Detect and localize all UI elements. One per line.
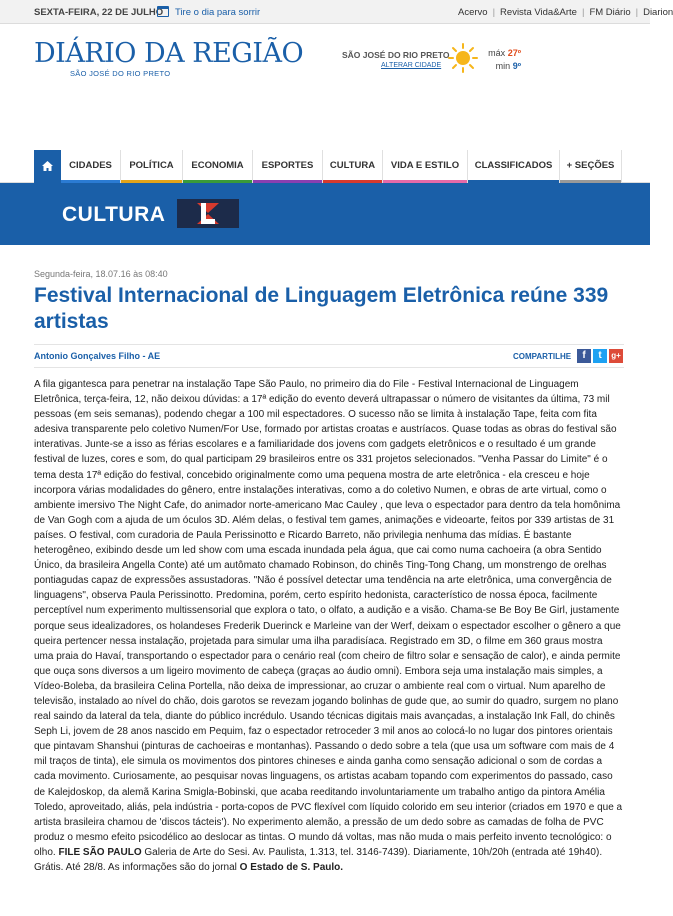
byline-row xyxy=(34,344,624,368)
nav-item-cultura[interactable]: CULTURA xyxy=(323,150,383,183)
home-icon xyxy=(42,161,53,171)
main-nav xyxy=(0,150,650,183)
nav-item-economia[interactable]: ECONOMIA xyxy=(183,150,253,183)
home-button[interactable] xyxy=(34,150,61,183)
change-city-link[interactable]: ALTERAR CIDADE xyxy=(381,62,442,69)
min-temp: min 9º xyxy=(495,61,521,71)
share-label: COMPARTILHE xyxy=(513,352,572,361)
top-link-fm[interactable]: FM Diário xyxy=(589,7,631,18)
nav-item-mais-secoes[interactable]: + SEÇÕES xyxy=(560,150,622,183)
section-title: CULTURA xyxy=(62,203,166,226)
temperature-readout xyxy=(487,47,521,73)
article-body-event-name: FILE SÃO PAULO xyxy=(58,846,142,858)
top-bar xyxy=(0,0,673,24)
sun-icon xyxy=(448,43,478,73)
facebook-share-button[interactable]: f xyxy=(577,349,591,363)
article-body-event-info: Galeria de Arte do Sesi. Av. Paulista, 1.313, tel. 3146-7439). Diariamente, 10h/20h (entrada até 19h40). Grátis. Até 28/8. As informações são do jornal xyxy=(34,846,603,873)
nav-item-classificados[interactable]: CLASSIFICADOS xyxy=(468,150,560,183)
nav-item-vida-e-estilo[interactable]: VIDA E ESTILO xyxy=(383,150,468,183)
twitter-share-button[interactable]: t xyxy=(593,349,607,363)
nav-item-politica[interactable]: POLÍTICA xyxy=(121,150,183,183)
top-link-diarion[interactable]: Diarion xyxy=(643,7,673,18)
nav-item-cidades[interactable]: CIDADES xyxy=(61,150,121,183)
top-links: Acervo | Revista Vida&Arte | FM Diário | Diarion xyxy=(458,7,673,18)
googleplus-share-button[interactable]: g+ xyxy=(609,349,623,363)
promo-link[interactable]: Tire o dia para sorrir xyxy=(175,7,261,18)
top-link-revista[interactable]: Revista Vida&Arte xyxy=(500,7,577,18)
calendar-icon[interactable] xyxy=(157,6,169,17)
current-date: SEXTA-FEIRA, 22 DE JULHO xyxy=(34,7,164,18)
article-author[interactable]: Antonio Gonçalves Filho - AE xyxy=(34,351,161,361)
top-link-acervo[interactable]: Acervo xyxy=(458,7,488,18)
nav-item-esportes[interactable]: ESPORTES xyxy=(253,150,323,183)
article-date: Segunda-feira, 18.07.16 às 08:40 xyxy=(34,269,168,279)
site-logo-subtitle: SÃO JOSÉ DO RIO PRETO xyxy=(70,69,171,78)
article-headline: Festival Internacional de Linguagem Eletrônica reúne 339 artistas xyxy=(34,284,609,333)
max-temp: máx 27º xyxy=(488,48,521,58)
article-body-source: O Estado de S. Paulo. xyxy=(239,862,344,873)
site-logo[interactable]: DIÁRIO DA REGIÃO xyxy=(34,38,304,69)
article-body-main: A fila gigantesca para penetrar na instalação Tape São Paulo, no primeiro dia do File - Festival Internacional de Linguagem Eletrônica, terça-feira, 12, não deixou dúvidas: a 17ª edição do evento deverá ultrapassar o número de visitantes da última, 73 mil pessoas (em seis semanas), podendo chegar a 100 mil espectadores. O sucesso não se limita à instalação Tape, feita com fita adesiva transparente pelo coletivo Numen/For Use, formado por artistas croatas e austríacos. Quase todas as obras do festival são interativas. Junte-se a isso as férias escolares e a familiaridade dos jovens com gadgets eletrônicos e o resultado é um grande festival de luzes, cores e som, do qual participam 29 brasileiros entre os 331 projetos selecionados. "Venha Passar do Limite" é o tema desta 17ª edição do festival, concebido originalmente como uma pequena mostra de arte eletrônica - ela cresceu e hoje incorpora várias modalidades do gênero, entre instalações interativas, como a do coletivo Numen, e obras de arte virtual, como o ambiente imersivo The Night Cafe, do animador norte-americano Mac Cauley , que leva o espectador para dentro da tela homônima de Van Gogh com a ajuda de um óculos 3D. Além delas, o festival tem games, animações e videoarte, feitos por 339 artistas de 31 países. O festival, com curadoria de Paula Perissinotto e Ricardo Barreto, não privilegia nenhuma das mídias. É bastante heterogêneo, exibindo desde um led show com uma escada inundada pela água, que cai como numa cachoeira (a obra Sentido Único, da brasileira Angella Conte) até um autômato chamado Robinson, do chinês Ting-Tong Chang, um monstrengo de orelhas pontiagudas capaz de expressões assustadoras. "Não é possível detectar uma tendência na arte eletrônica, uma convergência de linguagens", observa Paula Perissinotto. Predomina, porém, certo espírito hedonista, característico de nossa época, facilmente perceptível num experimento multissensorial que explora o tato, o olfato, a audição e a visão. Chama-se Be Boy Be Girl, justamente porque seus idealizadores, os holandeses Frederik Duerinck e Marleine van der Werf, deixam o espectador escolher o gênero a que queira pertencer nessa instalação, projetada para simular uma ilha paradisíaca. Registrado em 3D, o filme em 360 graus mostra uma praia do Havaí, transportando o espectador para o cenário real (com cheiro de filtro solar e sensação de calor), e ainda permite que ouça sons diversos a um ligeiro movimento de cabeça (graças ao áudio omni). Embora seja uma instalação mais simples, a Vídeo-Boleba, da brasileira Celina Portella, não deixa de impressionar, ao cruzar o ambiente real com o virtual. Num aparelho de televisão, instalado ao nível do chão, dois garotos se revezam jogando bolinhas de gude que, ao sumir do quadro, surgem no plano real saindo da lateral da tela, diante do público incrédulo. Usando técnicas digitais mais avançadas, a instalação Ink Fall, do chinês Seph Li, jovem de 28 anos nascido em Pequim, faz o espectador retroceder 3 mil anos ao colocá-lo no lugar dos pintores orientais que pintavam Shanshui (pinturas de cachoeiras e montanhas). Passando o dedo sobre a tela (que usa um software com mais de 4 mil traços de tinta), ele simula os movimentos dos pintores chineses e ainda ganha como sensação adicional o som de cordas a cada movimento. Curiosamente, ao pesquisar novas linguagens, os artistas acabam topando com experimentos do passado, caso de Kalejdoskop, da alemã Karina Smigla-Bobinski, que acaba reeditando involuntariamente um trabalho antigo da pintora Amélia Toledo, aproveitado, aliás, pela indústria - porta-copos de PVC flexível com líquido colorido em seu interior (criados em 1970 e que a artista brasileira chamou de 'discos tácteis'). No experimento alemão, a pressão de um dedo sobre as camadas de folha de PVC produz o mesmo efeito psicodélico ao deslocar as tintas. O mundo dá voltas, mas não muda o mais perfeito invento tecnológico: o olho. xyxy=(34,379,623,858)
section-banner xyxy=(0,183,650,245)
weather-city: SÃO JOSÉ DO RIO PRETO xyxy=(342,50,450,60)
section-logo-icon xyxy=(177,199,239,228)
article-body xyxy=(34,377,624,875)
